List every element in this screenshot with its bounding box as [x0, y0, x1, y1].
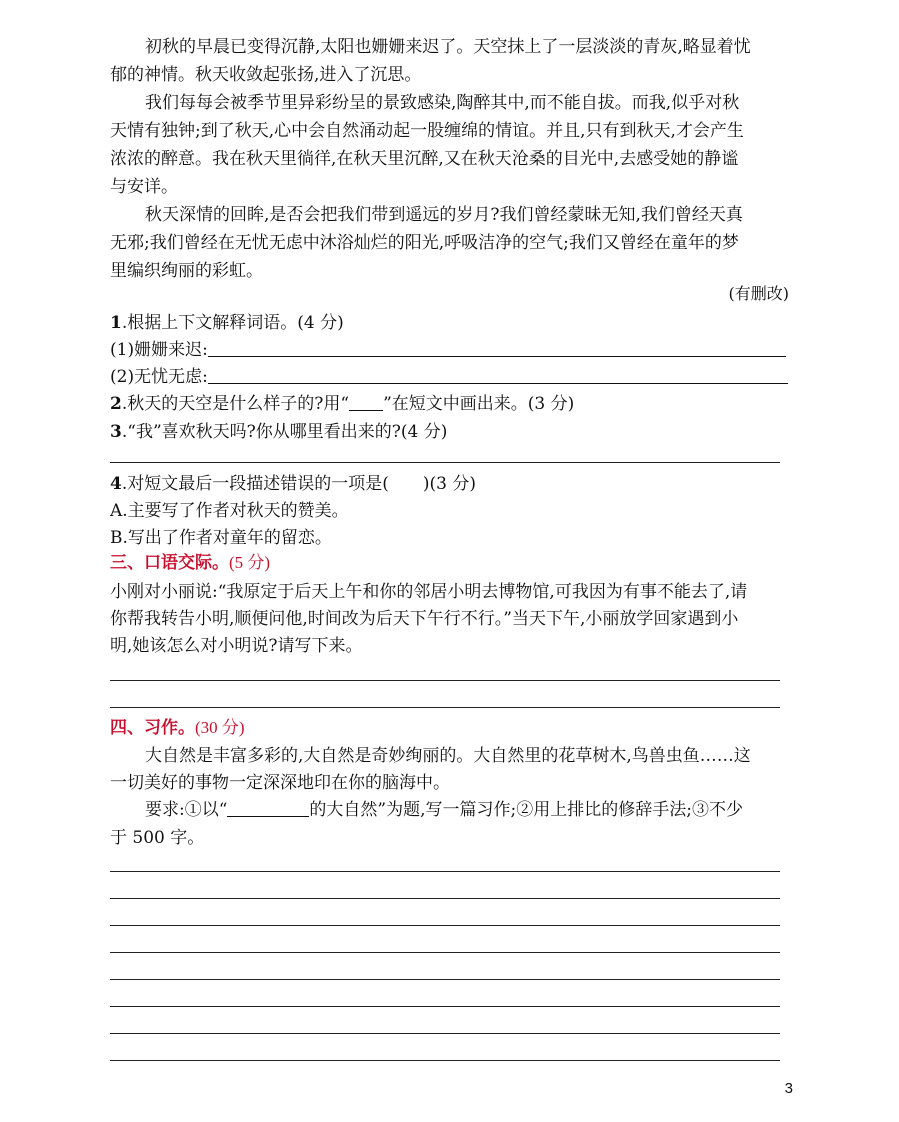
writing-line-3[interactable] — [110, 925, 780, 926]
writing-line-4[interactable] — [110, 952, 780, 953]
question-1-2-label: (2)无忧无虑: — [110, 367, 208, 387]
title-blank[interactable] — [227, 798, 309, 817]
section-3-heading — [110, 549, 270, 577]
section-3-score: (5 分) — [229, 553, 271, 572]
writing-line-1[interactable] — [110, 871, 780, 872]
writing-line-7[interactable] — [110, 1033, 780, 1034]
section-4-requirement — [145, 796, 743, 824]
question-1-1 — [110, 336, 786, 364]
question-3-text: .“我”喜欢秋天吗?你从哪里看出来的?(4 分) — [121, 422, 448, 442]
writing-line-2[interactable] — [110, 898, 780, 899]
underline-symbol — [349, 392, 383, 411]
question-3 — [110, 418, 447, 446]
section-3-line-3: 明,她该怎么对小明说?请写下来。 — [110, 636, 363, 656]
answer-blank-1-1[interactable] — [208, 338, 786, 357]
answer-line-3[interactable] — [110, 462, 780, 463]
page-number: 3 — [784, 1080, 793, 1097]
passage-line-2: 郁的神情。秋天收敛起张扬,进入了沉思。 — [110, 65, 422, 85]
question-1 — [110, 309, 344, 337]
question-4 — [110, 470, 476, 498]
passage-line-4: 天情有独钟;到了秋天,心中会自然涌动起一股缠绵的情谊。并且,只有到秋天,才会产生 — [110, 121, 744, 141]
option-b: B.写出了作者对童年的留恋。 — [110, 528, 332, 548]
option-a: A.主要写了作者对秋天的赞美。 — [110, 501, 349, 521]
section-4-line-1: 大自然是丰富多彩的,大自然是奇妙绚丽的。大自然里的花草树木,鸟兽虫鱼……这 — [145, 746, 751, 766]
passage-line-7: 秋天深情的回眸,是否会把我们带到遥远的岁月?我们曾经蒙昧无知,我们曾经天真 — [145, 205, 743, 225]
section-4-score: (30 分) — [195, 718, 245, 737]
passage-line-6: 与安详。 — [110, 177, 178, 197]
answer-line-s3-2[interactable] — [110, 707, 780, 708]
section-4-line-2: 一切美好的事物一定深深地印在你的脑海中。 — [110, 773, 450, 793]
section-4-requirement-line-2: 于 500 字。 — [110, 828, 205, 848]
passage-line-8: 无邪;我们曾经在无忧无虑中沐浴灿烂的阳光,呼吸洁净的空气;我们又曾经在童年的梦 — [110, 233, 739, 253]
requirement-pre: 要求:①以“ — [145, 800, 228, 820]
section-4-heading — [110, 714, 245, 742]
question-1-number: 1 — [110, 313, 122, 333]
question-1-2 — [110, 363, 788, 391]
question-3-number: 3 — [110, 422, 122, 442]
passage-line-3: 我们每每会被季节里异彩纷呈的景致感染,陶醉其中,而不能自拔。而我,似乎对秋 — [145, 93, 740, 113]
requirement-post: 的大自然”为题,写一篇习作;②用上排比的修辞手法;③不少 — [309, 800, 743, 820]
section-3-title: 三、口语交际。 — [110, 553, 229, 573]
answer-blank-1-2[interactable] — [208, 365, 788, 384]
section-3-line-1: 小刚对小丽说:“我原定于后天上午和你的邻居小明去博物馆,可我因为有事不能去了,请 — [110, 582, 748, 602]
question-2-text-post: ”在短文中画出来。(3 分) — [383, 394, 575, 414]
writing-line-5[interactable] — [110, 979, 780, 980]
writing-line-8[interactable] — [110, 1060, 780, 1061]
question-4-text: .对短文最后一段描述错误的一项是( )(3 分) — [121, 474, 476, 494]
section-4-title: 四、习作。 — [110, 718, 195, 738]
question-2-number: 2 — [110, 394, 122, 414]
question-2 — [110, 390, 574, 418]
passage-line-5: 浓浓的醉意。我在秋天里徜徉,在秋天里沉醉,又在秋天沧桑的目光中,去感受她的静谧 — [110, 149, 739, 169]
question-2-text-pre: .秋天的天空是什么样子的?用“ — [121, 394, 350, 414]
passage-line-1: 初秋的早晨已变得沉静,太阳也姗姗来迟了。天空抹上了一层淡淡的青灰,略显着忧 — [145, 37, 751, 57]
question-4-number: 4 — [110, 474, 122, 494]
answer-line-s3-1[interactable] — [110, 680, 780, 681]
source-note: (有删改) — [728, 284, 789, 303]
question-1-1-label: (1)姗姗来迟: — [110, 340, 208, 360]
passage-line-9: 里编织绚丽的彩虹。 — [110, 261, 263, 281]
section-3-line-2: 你帮我转告小明,顺便问他,时间改为后天下午行不行。”当天下午,小丽放学回家遇到小 — [110, 609, 739, 629]
writing-line-6[interactable] — [110, 1006, 780, 1007]
question-1-text: .根据上下文解释词语。(4 分) — [121, 313, 344, 333]
